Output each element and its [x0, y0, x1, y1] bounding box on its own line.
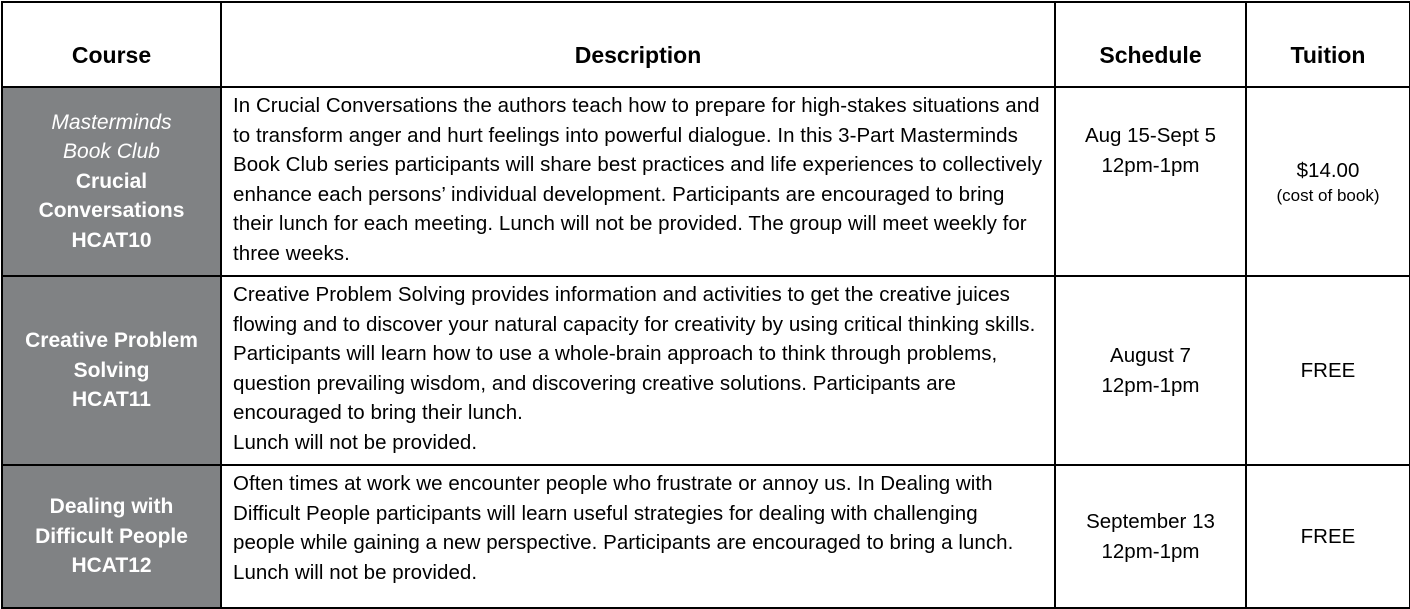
schedule-cell: [1055, 465, 1246, 608]
table-row: [2, 276, 1410, 465]
course-cell: [2, 87, 221, 276]
course-title: Conversations: [38, 199, 185, 223]
description-cell: In Crucial Conversations the authors teach how to prepare for high-stakes situations and to transform anger and hurt feelings into powerful dialogue. In this 3-Part Masterminds Book Club series participants will share best practices and life experiences to collectively enhance each persons’ individual development. Participants are encouraged to bring their lunch for each meeting. Lunch will not be provided. The group will meet weekly for three weeks.: [221, 87, 1055, 276]
schedule-dates: September 13: [1086, 510, 1215, 533]
course-code: HCAT11: [72, 388, 151, 412]
schedule-dates: Aug 15-Sept 5: [1084, 124, 1217, 147]
course-title: Creative Problem: [25, 329, 198, 353]
tuition-cell: [1246, 87, 1410, 276]
course-series: Book Club: [63, 140, 160, 164]
tuition-note: (cost of book): [1276, 186, 1380, 206]
schedule-cell: [1055, 87, 1246, 276]
description-cell: Often times at work we encounter people who frustrate or annoy us. In Dealing with Difficult People participants will learn useful strategies for dealing with challenging people while gaining a new perspective. Participants are encouraged to bring a lunch. Lunch will not be provided.: [221, 465, 1055, 608]
table-row: [2, 87, 1410, 276]
course-title: Difficult People: [35, 524, 188, 548]
description-text: Creative Problem Solving provides information and activities to get the creative juices flowing and to discover your natural capacity for creativity by using critical thinking skills. Participants will learn how to use a whole-brain approach to think through problems, question prevailing wisdom, and discovering creative solutions. Participants are encouraged to bring their lunch.: [233, 283, 1036, 424]
description-extra: Lunch will not be provided.: [233, 430, 478, 454]
schedule-dates: August 7: [1110, 344, 1191, 367]
course-title: Dealing with: [49, 495, 174, 519]
header-tuition: Tuition: [1246, 2, 1410, 87]
tuition-price: FREE: [1300, 524, 1356, 548]
tuition-cell: [1246, 465, 1410, 608]
schedule-time: 12pm-1pm: [1101, 539, 1200, 563]
course-title: Crucial: [75, 169, 148, 193]
schedule-time: 12pm-1pm: [1101, 153, 1200, 177]
course-series: Masterminds: [51, 110, 172, 134]
tuition-price: $14.00: [1296, 158, 1360, 182]
schedule-cell: [1055, 276, 1246, 465]
course-code: HCAT12: [71, 554, 152, 578]
table-row: [2, 465, 1410, 608]
header-schedule: Schedule: [1055, 2, 1246, 87]
tuition-price: FREE: [1300, 358, 1356, 382]
tuition-cell: [1246, 276, 1410, 465]
course-table: [1, 1, 1410, 609]
course-code: HCAT10: [71, 228, 152, 252]
course-cell: [2, 465, 221, 608]
course-title: Solving: [73, 358, 150, 382]
header-row: [2, 2, 1410, 87]
header-course: Course: [2, 2, 221, 87]
course-cell: [2, 276, 221, 465]
header-description: Description: [221, 2, 1055, 87]
description-cell: [221, 276, 1055, 465]
schedule-time: 12pm-1pm: [1101, 373, 1200, 397]
